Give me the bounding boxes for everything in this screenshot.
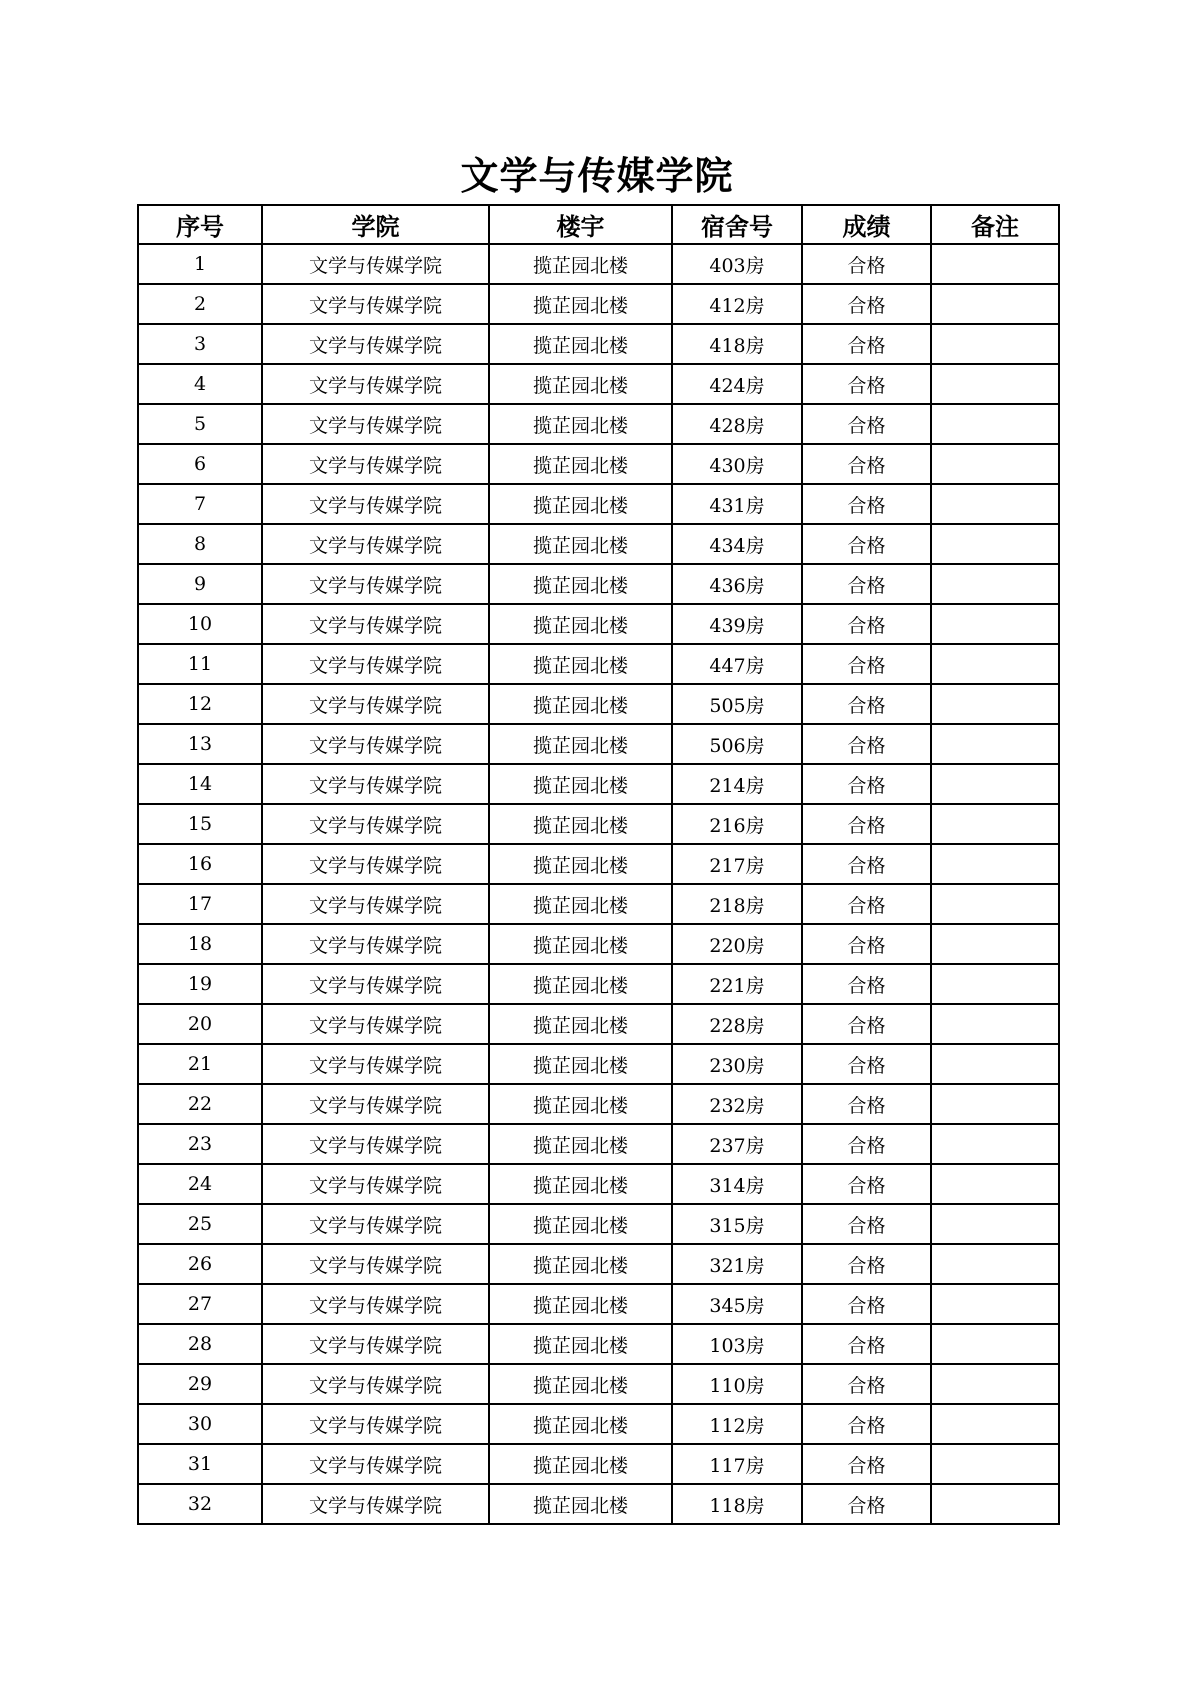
cell-index: 12 — [138, 684, 262, 724]
cell-college: 文学与传媒学院 — [262, 484, 489, 524]
cell-building: 揽芷园北楼 — [489, 604, 672, 644]
cell-index: 2 — [138, 284, 262, 324]
header-row — [138, 205, 1059, 244]
cell-college: 文学与传媒学院 — [262, 1084, 489, 1124]
cell-building: 揽芷园北楼 — [489, 684, 672, 724]
cell-index: 5 — [138, 404, 262, 444]
cell-room: 345房 — [672, 1284, 802, 1324]
cell-college: 文学与传媒学院 — [262, 1204, 489, 1244]
cell-index: 25 — [138, 1204, 262, 1244]
cell-college: 文学与传媒学院 — [262, 1324, 489, 1364]
cell-building: 揽芷园北楼 — [489, 1364, 672, 1404]
table-row — [138, 884, 1059, 924]
cell-remarks — [931, 484, 1059, 524]
cell-index: 4 — [138, 364, 262, 404]
cell-college: 文学与传媒学院 — [262, 1244, 489, 1284]
cell-result: 合格 — [802, 1164, 931, 1204]
header-result: 成绩 — [802, 205, 931, 244]
cell-result: 合格 — [802, 1284, 931, 1324]
cell-room: 216房 — [672, 804, 802, 844]
cell-building: 揽芷园北楼 — [489, 1444, 672, 1484]
cell-room: 412房 — [672, 284, 802, 324]
cell-index: 6 — [138, 444, 262, 484]
cell-college: 文学与传媒学院 — [262, 524, 489, 564]
cell-college: 文学与传媒学院 — [262, 764, 489, 804]
cell-college: 文学与传媒学院 — [262, 1364, 489, 1404]
cell-room: 314房 — [672, 1164, 802, 1204]
cell-college: 文学与传媒学院 — [262, 1284, 489, 1324]
cell-remarks — [931, 1284, 1059, 1324]
cell-building: 揽芷园北楼 — [489, 404, 672, 444]
cell-room: 221房 — [672, 964, 802, 1004]
cell-room: 218房 — [672, 884, 802, 924]
cell-college: 文学与传媒学院 — [262, 364, 489, 404]
cell-building: 揽芷园北楼 — [489, 244, 672, 284]
cell-building: 揽芷园北楼 — [489, 1244, 672, 1284]
cell-result: 合格 — [802, 724, 931, 764]
cell-result: 合格 — [802, 444, 931, 484]
cell-remarks — [931, 1364, 1059, 1404]
cell-college: 文学与传媒学院 — [262, 684, 489, 724]
cell-result: 合格 — [802, 324, 931, 364]
cell-index: 23 — [138, 1124, 262, 1164]
cell-index: 1 — [138, 244, 262, 284]
table-row — [138, 964, 1059, 1004]
header-remarks: 备注 — [931, 205, 1059, 244]
table-row — [138, 1244, 1059, 1284]
cell-room: 418房 — [672, 324, 802, 364]
cell-college: 文学与传媒学院 — [262, 324, 489, 364]
table-row — [138, 644, 1059, 684]
cell-index: 18 — [138, 924, 262, 964]
cell-remarks — [931, 724, 1059, 764]
cell-college: 文学与传媒学院 — [262, 1404, 489, 1444]
cell-building: 揽芷园北楼 — [489, 1404, 672, 1444]
cell-remarks — [931, 1404, 1059, 1444]
cell-index: 21 — [138, 1044, 262, 1084]
cell-building: 揽芷园北楼 — [489, 1484, 672, 1524]
table-row — [138, 524, 1059, 564]
table-row — [138, 284, 1059, 324]
cell-result: 合格 — [802, 1324, 931, 1364]
table-row — [138, 844, 1059, 884]
cell-result: 合格 — [802, 604, 931, 644]
cell-index: 22 — [138, 1084, 262, 1124]
cell-remarks — [931, 1484, 1059, 1524]
cell-building: 揽芷园北楼 — [489, 764, 672, 804]
table-row — [138, 1364, 1059, 1404]
table-row — [138, 564, 1059, 604]
cell-building: 揽芷园北楼 — [489, 484, 672, 524]
cell-result: 合格 — [802, 844, 931, 884]
cell-room: 321房 — [672, 1244, 802, 1284]
cell-building: 揽芷园北楼 — [489, 1084, 672, 1124]
cell-room: 237房 — [672, 1124, 802, 1164]
cell-index: 20 — [138, 1004, 262, 1044]
cell-room: 228房 — [672, 1004, 802, 1044]
cell-college: 文学与传媒学院 — [262, 1444, 489, 1484]
cell-room: 112房 — [672, 1404, 802, 1444]
cell-room: 220房 — [672, 924, 802, 964]
cell-room: 110房 — [672, 1364, 802, 1404]
cell-room: 505房 — [672, 684, 802, 724]
cell-room: 424房 — [672, 364, 802, 404]
cell-college: 文学与传媒学院 — [262, 964, 489, 1004]
cell-result: 合格 — [802, 1004, 931, 1044]
table-row — [138, 1484, 1059, 1524]
cell-result: 合格 — [802, 524, 931, 564]
cell-remarks — [931, 244, 1059, 284]
cell-building: 揽芷园北楼 — [489, 1004, 672, 1044]
table-row — [138, 1004, 1059, 1044]
table-row — [138, 724, 1059, 764]
cell-college: 文学与传媒学院 — [262, 564, 489, 604]
cell-index: 32 — [138, 1484, 262, 1524]
cell-college: 文学与传媒学院 — [262, 924, 489, 964]
cell-remarks — [931, 924, 1059, 964]
table-row — [138, 1324, 1059, 1364]
cell-result: 合格 — [802, 1084, 931, 1124]
table-row — [138, 444, 1059, 484]
cell-remarks — [931, 284, 1059, 324]
cell-index: 26 — [138, 1244, 262, 1284]
cell-remarks — [931, 1444, 1059, 1484]
cell-building: 揽芷园北楼 — [489, 844, 672, 884]
cell-result: 合格 — [802, 404, 931, 444]
cell-room: 428房 — [672, 404, 802, 444]
cell-index: 11 — [138, 644, 262, 684]
cell-index: 10 — [138, 604, 262, 644]
cell-college: 文学与传媒学院 — [262, 1004, 489, 1044]
cell-room: 232房 — [672, 1084, 802, 1124]
table-row — [138, 1404, 1059, 1444]
cell-remarks — [931, 1044, 1059, 1084]
cell-college: 文学与传媒学院 — [262, 724, 489, 764]
cell-remarks — [931, 1204, 1059, 1244]
cell-remarks — [931, 1244, 1059, 1284]
cell-remarks — [931, 684, 1059, 724]
cell-remarks — [931, 524, 1059, 564]
cell-college: 文学与传媒学院 — [262, 804, 489, 844]
cell-room: 103房 — [672, 1324, 802, 1364]
cell-result: 合格 — [802, 1364, 931, 1404]
table-row — [138, 1204, 1059, 1244]
cell-building: 揽芷园北楼 — [489, 1124, 672, 1164]
cell-result: 合格 — [802, 1244, 931, 1284]
cell-result: 合格 — [802, 764, 931, 804]
cell-index: 16 — [138, 844, 262, 884]
cell-index: 15 — [138, 804, 262, 844]
table-body — [138, 244, 1059, 1524]
cell-room: 506房 — [672, 724, 802, 764]
cell-room: 447房 — [672, 644, 802, 684]
cell-remarks — [931, 1164, 1059, 1204]
cell-room: 403房 — [672, 244, 802, 284]
cell-index: 13 — [138, 724, 262, 764]
cell-room: 117房 — [672, 1444, 802, 1484]
cell-room: 430房 — [672, 444, 802, 484]
cell-room: 118房 — [672, 1484, 802, 1524]
cell-index: 7 — [138, 484, 262, 524]
cell-building: 揽芷园北楼 — [489, 724, 672, 764]
cell-room: 217房 — [672, 844, 802, 884]
cell-index: 27 — [138, 1284, 262, 1324]
cell-remarks — [931, 364, 1059, 404]
cell-index: 31 — [138, 1444, 262, 1484]
table-row — [138, 604, 1059, 644]
cell-building: 揽芷园北楼 — [489, 1284, 672, 1324]
cell-college: 文学与传媒学院 — [262, 644, 489, 684]
cell-remarks — [931, 1324, 1059, 1364]
header-room: 宿舍号 — [672, 205, 802, 244]
header-building: 楼宇 — [489, 205, 672, 244]
table-row — [138, 924, 1059, 964]
cell-room: 230房 — [672, 1044, 802, 1084]
header-index: 序号 — [138, 205, 262, 244]
cell-remarks — [931, 1004, 1059, 1044]
cell-room: 315房 — [672, 1204, 802, 1244]
cell-college: 文学与传媒学院 — [262, 244, 489, 284]
cell-building: 揽芷园北楼 — [489, 564, 672, 604]
cell-index: 28 — [138, 1324, 262, 1364]
table-row — [138, 1084, 1059, 1124]
cell-college: 文学与传媒学院 — [262, 884, 489, 924]
cell-result: 合格 — [802, 964, 931, 1004]
cell-college: 文学与传媒学院 — [262, 1044, 489, 1084]
cell-remarks — [931, 1124, 1059, 1164]
cell-college: 文学与传媒学院 — [262, 604, 489, 644]
cell-index: 19 — [138, 964, 262, 1004]
cell-college: 文学与传媒学院 — [262, 284, 489, 324]
cell-remarks — [931, 564, 1059, 604]
cell-result: 合格 — [802, 1404, 931, 1444]
cell-result: 合格 — [802, 644, 931, 684]
cell-building: 揽芷园北楼 — [489, 1044, 672, 1084]
cell-building: 揽芷园北楼 — [489, 1324, 672, 1364]
table-header — [138, 205, 1059, 244]
cell-college: 文学与传媒学院 — [262, 844, 489, 884]
page-title: 文学与传媒学院 — [460, 153, 734, 198]
header-college: 学院 — [262, 205, 489, 244]
cell-room: 431房 — [672, 484, 802, 524]
cell-remarks — [931, 404, 1059, 444]
table-row — [138, 364, 1059, 404]
table-row — [138, 244, 1059, 284]
table-row — [138, 804, 1059, 844]
cell-remarks — [931, 644, 1059, 684]
cell-building: 揽芷园北楼 — [489, 884, 672, 924]
cell-result: 合格 — [802, 884, 931, 924]
table-row — [138, 324, 1059, 364]
cell-room: 214房 — [672, 764, 802, 804]
cell-result: 合格 — [802, 1444, 931, 1484]
cell-index: 9 — [138, 564, 262, 604]
cell-result: 合格 — [802, 1484, 931, 1524]
cell-result: 合格 — [802, 564, 931, 604]
cell-building: 揽芷园北楼 — [489, 804, 672, 844]
cell-result: 合格 — [802, 364, 931, 404]
cell-result: 合格 — [802, 684, 931, 724]
table-row — [138, 484, 1059, 524]
cell-result: 合格 — [802, 1124, 931, 1164]
cell-result: 合格 — [802, 1204, 931, 1244]
cell-building: 揽芷园北楼 — [489, 444, 672, 484]
cell-index: 8 — [138, 524, 262, 564]
cell-result: 合格 — [802, 1044, 931, 1084]
table-row — [138, 1444, 1059, 1484]
cell-index: 30 — [138, 1404, 262, 1444]
cell-building: 揽芷园北楼 — [489, 1204, 672, 1244]
cell-room: 436房 — [672, 564, 802, 604]
cell-result: 合格 — [802, 484, 931, 524]
cell-college: 文学与传媒学院 — [262, 444, 489, 484]
cell-college: 文学与传媒学院 — [262, 1484, 489, 1524]
cell-building: 揽芷园北楼 — [489, 284, 672, 324]
table-row — [138, 1044, 1059, 1084]
cell-index: 17 — [138, 884, 262, 924]
cell-result: 合格 — [802, 284, 931, 324]
cell-college: 文学与传媒学院 — [262, 404, 489, 444]
table-row — [138, 684, 1059, 724]
cell-index: 3 — [138, 324, 262, 364]
cell-college: 文学与传媒学院 — [262, 1124, 489, 1164]
cell-building: 揽芷园北楼 — [489, 964, 672, 1004]
cell-remarks — [931, 1084, 1059, 1124]
cell-index: 29 — [138, 1364, 262, 1404]
cell-remarks — [931, 764, 1059, 804]
cell-result: 合格 — [802, 244, 931, 284]
cell-remarks — [931, 964, 1059, 1004]
cell-room: 434房 — [672, 524, 802, 564]
cell-remarks — [931, 804, 1059, 844]
table-row — [138, 1284, 1059, 1324]
dormitory-table — [137, 204, 1060, 1525]
cell-building: 揽芷园北楼 — [489, 1164, 672, 1204]
cell-result: 合格 — [802, 924, 931, 964]
cell-room: 439房 — [672, 604, 802, 644]
table-row — [138, 1124, 1059, 1164]
table-row — [138, 764, 1059, 804]
cell-index: 14 — [138, 764, 262, 804]
cell-remarks — [931, 324, 1059, 364]
cell-building: 揽芷园北楼 — [489, 364, 672, 404]
cell-remarks — [931, 604, 1059, 644]
cell-building: 揽芷园北楼 — [489, 924, 672, 964]
cell-result: 合格 — [802, 804, 931, 844]
cell-building: 揽芷园北楼 — [489, 324, 672, 364]
cell-college: 文学与传媒学院 — [262, 1164, 489, 1204]
table-row — [138, 1164, 1059, 1204]
cell-remarks — [931, 444, 1059, 484]
cell-remarks — [931, 844, 1059, 884]
cell-remarks — [931, 884, 1059, 924]
cell-index: 24 — [138, 1164, 262, 1204]
cell-building: 揽芷园北楼 — [489, 644, 672, 684]
cell-building: 揽芷园北楼 — [489, 524, 672, 564]
table-row — [138, 404, 1059, 444]
